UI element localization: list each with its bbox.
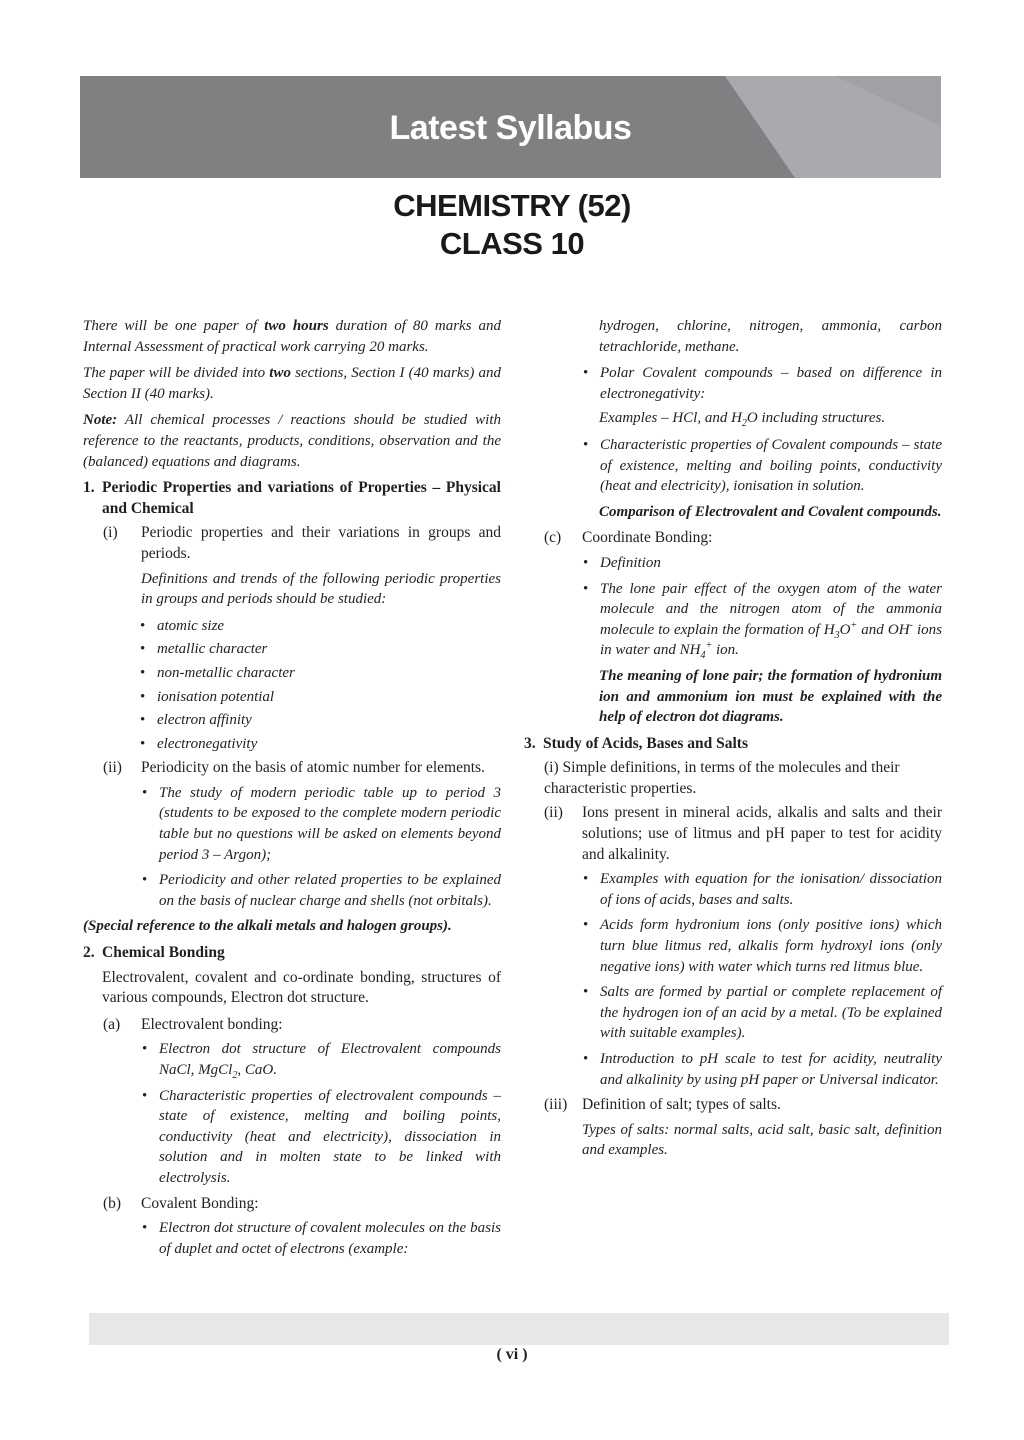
banner-title: Latest Syllabus	[389, 109, 632, 147]
text: and OH	[857, 621, 910, 638]
list-item-text: Electron dot structure of covalent molecules on the basis of duplet and octet of electrons (example:	[159, 1220, 501, 1257]
subscript: 4	[700, 650, 706, 662]
list-item	[141, 1218, 501, 1259]
bullet-icon: •	[142, 784, 148, 801]
right-column	[524, 316, 942, 1167]
superscript: +	[705, 640, 713, 652]
item-note: Definitions and trends of the following periodic properties in groups and periods should be studied:	[141, 570, 501, 608]
section-1-item-i	[83, 523, 501, 564]
header-banner	[80, 76, 941, 178]
item-label: (a)	[103, 1015, 121, 1033]
list-item-text	[600, 579, 942, 661]
section-number: 1.	[83, 479, 95, 497]
list-item	[582, 553, 942, 574]
text: duration of 80 marks and Internal Assessment of practical work carrying 20 marks.	[83, 318, 501, 355]
subscript: 2	[741, 418, 747, 430]
emphasis: two hours	[264, 318, 329, 334]
item-label: (c)	[544, 529, 562, 547]
list-item-text: Polar Covalent compounds – based on difference in electronegativity:	[600, 365, 942, 402]
text: sections, Section I (40 marks) and Section II (40 marks).	[83, 365, 501, 402]
section-3-item-iii	[524, 1095, 942, 1116]
special-reference-note: (Special reference to the alkali metals and halogen groups).	[83, 918, 452, 935]
section-1-heading	[83, 478, 501, 519]
section-title: Study of Acids, Bases and Salts	[543, 734, 749, 752]
list-item	[582, 435, 942, 497]
section-3-heading	[524, 734, 942, 755]
list-item-text: Salts are formed by partial or complete replacement of the hydrogen ion of an acid by a metal. (To be explained with suitable examples).	[600, 984, 942, 1042]
bullet-icon: •	[583, 580, 589, 597]
list-item	[139, 710, 501, 731]
list-item-text: Characteristic properties of electrovalent compounds – state of existence, melting and boiling points, conductivity (heat and electricity), dissociation in solution and in molten state to be linked with electrolysis.	[159, 1087, 501, 1186]
list-item	[582, 579, 942, 661]
superscript: +	[850, 619, 858, 631]
superscript: -	[909, 619, 913, 631]
subscript: 2	[232, 1070, 238, 1081]
section-2-heading	[83, 943, 501, 964]
list-item-text: atomic size	[157, 617, 225, 634]
bullet-icon: •	[142, 872, 148, 889]
list-item-text: metallic character	[157, 641, 268, 658]
section-number: 2.	[83, 944, 95, 962]
note-text: All chemical processes / reactions should be studied with reference to the reactants, products, conditions, observation and the (balanced) equations and diagrams.	[83, 412, 501, 470]
item-text: Definition of salt; types of salts.	[582, 1096, 781, 1114]
comparison-note: Comparison of Electrovalent and Covalent compounds.	[599, 503, 942, 520]
list-item	[139, 663, 501, 684]
item-text: Simple definitions, in terms of the molecules and their characteristic properties.	[544, 759, 900, 797]
bullet-icon: •	[142, 1041, 148, 1058]
list-item-text: Introduction to pH scale to test for acidity, neutrality and alkalinity by using pH paper or Universal indicator.	[600, 1051, 942, 1088]
periodic-properties-list	[139, 616, 501, 755]
emphasis: two	[269, 365, 291, 382]
intro-note	[83, 410, 501, 472]
item-text: Periodicity on the basis of atomic number for elements.	[141, 759, 485, 777]
list-item	[141, 1039, 501, 1080]
bullet-icon: •	[140, 735, 146, 752]
item-text: Electrovalent bonding:	[141, 1015, 283, 1033]
text: O including structures.	[746, 410, 886, 427]
list-item-text: The study of modern periodic table up to period 3 (students to be exposed to the complete modern periodic table but no questions will be asked on elements beyond period 3 – Argon);	[159, 784, 501, 863]
bullet-icon: •	[583, 1051, 589, 1067]
item-note: Types of salts: normal salts, acid salt, basic salt, definition and examples.	[582, 1121, 942, 1159]
list-item	[582, 1049, 942, 1090]
list-item-continuation: hydrogen, chlorine, nitrogen, ammonia, carbon tetrachloride, methane.	[599, 318, 942, 355]
text: Electron dot structure of Electrovalent compounds NaCl, MgCl	[159, 1041, 501, 1078]
bullet-icon: •	[583, 917, 589, 934]
list-item-text	[159, 1039, 501, 1080]
list-item-text: Definition	[600, 554, 661, 571]
list-item	[582, 363, 942, 404]
footer-bar	[89, 1313, 949, 1345]
item-label: (i)	[544, 759, 559, 777]
list-item	[139, 639, 501, 660]
section-title: Chemical Bonding	[102, 944, 225, 962]
list-item	[141, 870, 501, 911]
left-column	[83, 316, 501, 1264]
item-label: (ii)	[103, 759, 122, 777]
acids-bases-list	[582, 869, 942, 1090]
list-item	[139, 687, 501, 708]
text: The paper will be divided into	[83, 365, 270, 382]
list-item-text: Acids form hydronium ions (only positive ions) which turn blue litmus red, alkalis form hydroxyl ions (only negative ions) with water which turns red litmus blue.	[600, 917, 942, 975]
section-number: 3.	[524, 734, 536, 752]
subscript: 3	[834, 629, 840, 641]
list-item-text: Periodicity and other related properties to be explained on the basis of nuclear charge and shells (not orbitals).	[159, 872, 501, 909]
section-intro: Electrovalent, covalent and co-ordinate bonding, structures of various compounds, Electron dot structure.	[102, 968, 501, 1007]
item-text: Coordinate Bonding:	[582, 529, 713, 547]
section-1-item-ii	[83, 758, 501, 779]
item-label: (b)	[103, 1194, 122, 1212]
electrovalent-list	[141, 1039, 501, 1188]
text: There will be one paper of	[83, 318, 265, 334]
list-item-text: ionisation potential	[157, 688, 275, 705]
section-2-item-b	[83, 1194, 501, 1215]
item-label: (i)	[103, 524, 118, 542]
bullet-icon: •	[140, 688, 146, 705]
text: The lone pair effect of the oxygen atom of the water molecule and the nitrogen atom of the ammonia molecule to explain the formation of H	[600, 580, 942, 638]
list-item-text: non-metallic character	[157, 664, 295, 681]
bullet-icon: •	[142, 1087, 148, 1104]
bullet-icon: •	[583, 365, 589, 382]
covalent-list-2	[582, 435, 942, 497]
list-item	[582, 869, 942, 910]
item-text: Ions present in mineral acids, alkalis and salts and their solutions; use of litmus and pH paper to test for acidity and alkalinity.	[582, 804, 942, 863]
list-item	[139, 734, 501, 755]
text: , CaO.	[237, 1062, 277, 1078]
bullet-icon: •	[583, 436, 589, 453]
list-item	[139, 616, 501, 637]
intro-paragraph-2	[83, 363, 501, 404]
note-label: Note:	[83, 412, 118, 429]
list-item	[582, 915, 942, 977]
bullet-icon: •	[140, 641, 146, 658]
class-title: CLASS 10	[439, 226, 585, 261]
polar-examples	[599, 408, 942, 429]
bullet-icon: •	[142, 1220, 148, 1237]
subject-title: CHEMISTRY (52)	[393, 188, 631, 223]
section-title: Periodic Properties and variations of Properties – Physical and Chemical	[102, 479, 501, 517]
list-item	[582, 982, 942, 1044]
text: O	[839, 621, 851, 638]
section-2-item-a	[83, 1015, 501, 1036]
list-item	[141, 783, 501, 865]
periodicity-list	[141, 783, 501, 912]
list-item-text: Characteristic properties of Covalent compounds – state of existence, melting and boiling points, conductivity (heat and electricity), ionisation in solution.	[600, 436, 942, 495]
list-item	[141, 1086, 501, 1189]
bullet-icon: •	[140, 664, 146, 681]
list-item-text: electron affinity	[157, 712, 252, 729]
section-2-item-c	[524, 528, 942, 549]
list-item-text: electronegativity	[157, 735, 258, 752]
bullet-icon: •	[583, 871, 589, 888]
bullet-icon: •	[583, 984, 589, 1001]
covalent-list	[582, 363, 942, 404]
page-number: ( vi )	[496, 1346, 528, 1363]
item-text: Periodic properties and their variations in groups and periods.	[141, 524, 501, 562]
covalent-list-start	[141, 1218, 501, 1259]
text: ions in water and NH	[600, 621, 942, 659]
item-label: (ii)	[544, 804, 563, 822]
section-3-item-ii	[524, 803, 942, 865]
bullet-icon: •	[140, 617, 146, 634]
bullet-icon: •	[140, 712, 146, 729]
item-label: (iii)	[544, 1096, 568, 1114]
section-3-item-i	[524, 758, 942, 799]
coordinate-list	[582, 553, 942, 661]
text: ion.	[712, 642, 739, 659]
item-text: Covalent Bonding:	[141, 1194, 259, 1212]
lone-pair-note: The meaning of lone pair; the formation of hydronium ion and ammonium ion must be explained with the help of electron dot diagrams.	[599, 667, 942, 726]
text: Examples – HCl, and H	[599, 410, 742, 427]
intro-paragraph-1	[83, 316, 501, 357]
list-item-text: Examples with equation for the ionisation/ dissociation of ions of acids, bases and salts.	[600, 871, 942, 908]
bullet-icon: •	[583, 554, 589, 571]
